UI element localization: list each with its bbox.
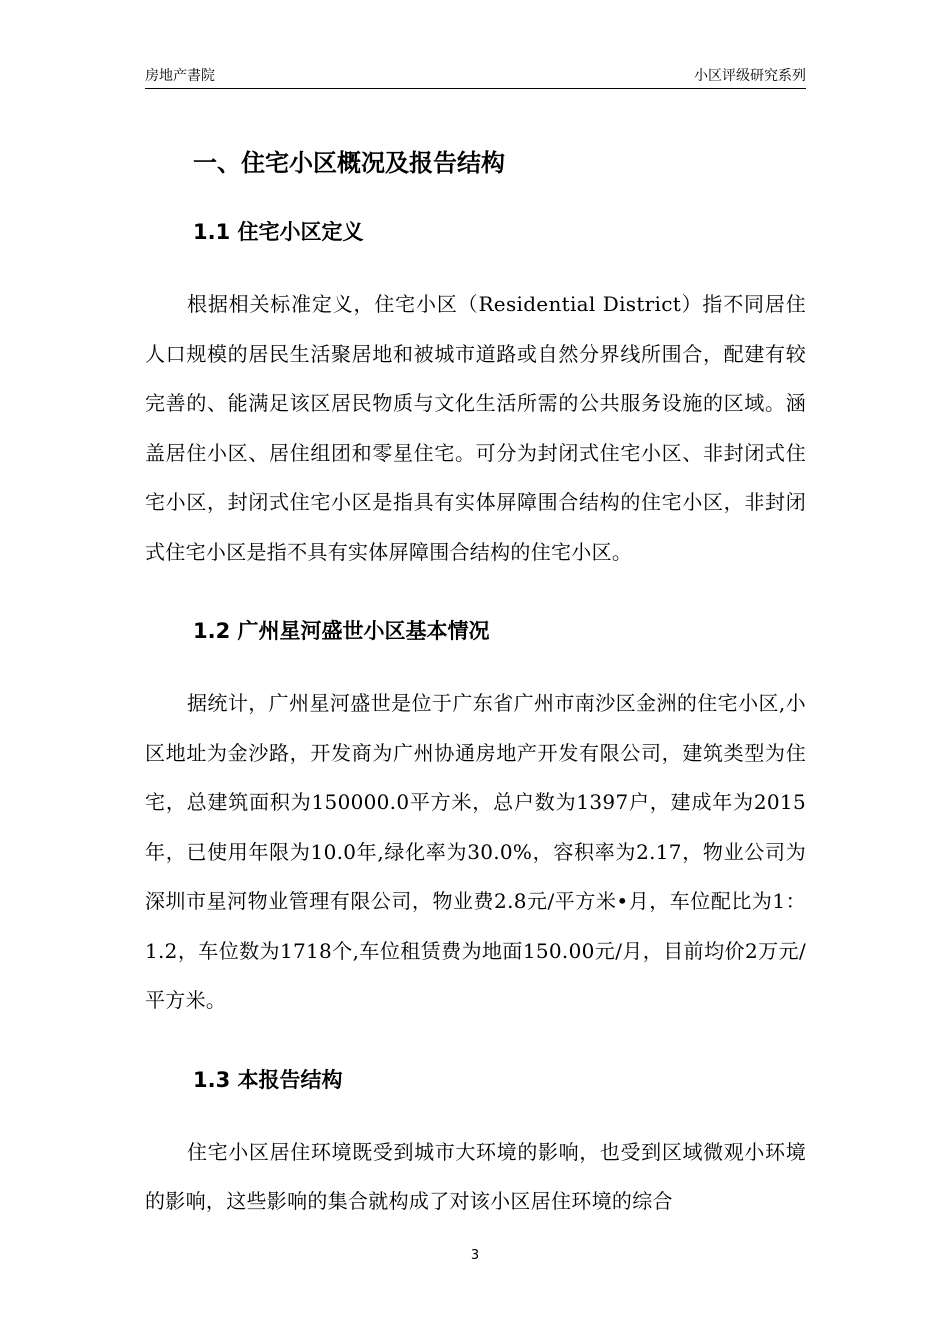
- paragraph-definition: 根据相关标准定义，住宅小区（Residential District）指不同居住人口规模的居民生活聚居地和被城市道路或自然分界线所围合，配建有较完善的、能满足该区居民物质与文化生活所需的公共服务设施的区域。涵盖居住小区、居住组团和零星住宅。可分为封闭式住宅小区、非封闭式住宅小区，封闭式住宅小区是指具有实体屏障围合结构的住宅小区，非封闭式住宅小区是指不具有实体屏障围合结构的住宅小区。: [145, 292, 806, 564]
- paragraph-basic-info: 据统计，广州星河盛世是位于广东省广州市南沙区金洲的住宅小区,小区地址为金沙路，开发商为广州协通房地产开发有限公司，建筑类型为住宅，总建筑面积为150000.0平方米，总户数为1397户，建成年为2015年，已使用年限为10.0年,绿化率为30.0%，容积率为2.17，物业公司为深圳市星河物业管理有限公司，物业费2.8元/平方米•月，车位配比为1：1.2，车位数为1718个,车位租赁费为地面150.00元/月，目前均价2万元/平方米。: [145, 691, 806, 1012]
- page-header: [145, 66, 806, 89]
- spacer: [145, 186, 806, 208]
- page-number: 3: [470, 1248, 480, 1263]
- spacer: [145, 577, 806, 607]
- section-title-basic-info: 1.2 广州星河盛世小区基本情况: [193, 619, 490, 643]
- document-body: [145, 140, 806, 1227]
- spacer: [145, 1104, 806, 1128]
- header-series-title: 小区评级研究系列: [694, 68, 806, 84]
- spacer: [145, 1026, 806, 1056]
- spacer: [145, 655, 806, 679]
- section-title-definition: 1.1 住宅小区定义: [193, 220, 364, 244]
- header-publisher: 房地产書院: [145, 68, 215, 84]
- paragraph-report-structure: 住宅小区居住环境既受到城市大环境的影响，也受到区域微观小环境的影响，这些影响的集合就构成了对该小区居住环境的综合: [145, 1139, 806, 1213]
- section-title-report-structure: 1.3 本报告结构: [193, 1067, 343, 1092]
- spacer: [145, 256, 806, 280]
- chapter-title: 一、住宅小区概况及报告结构: [193, 149, 505, 177]
